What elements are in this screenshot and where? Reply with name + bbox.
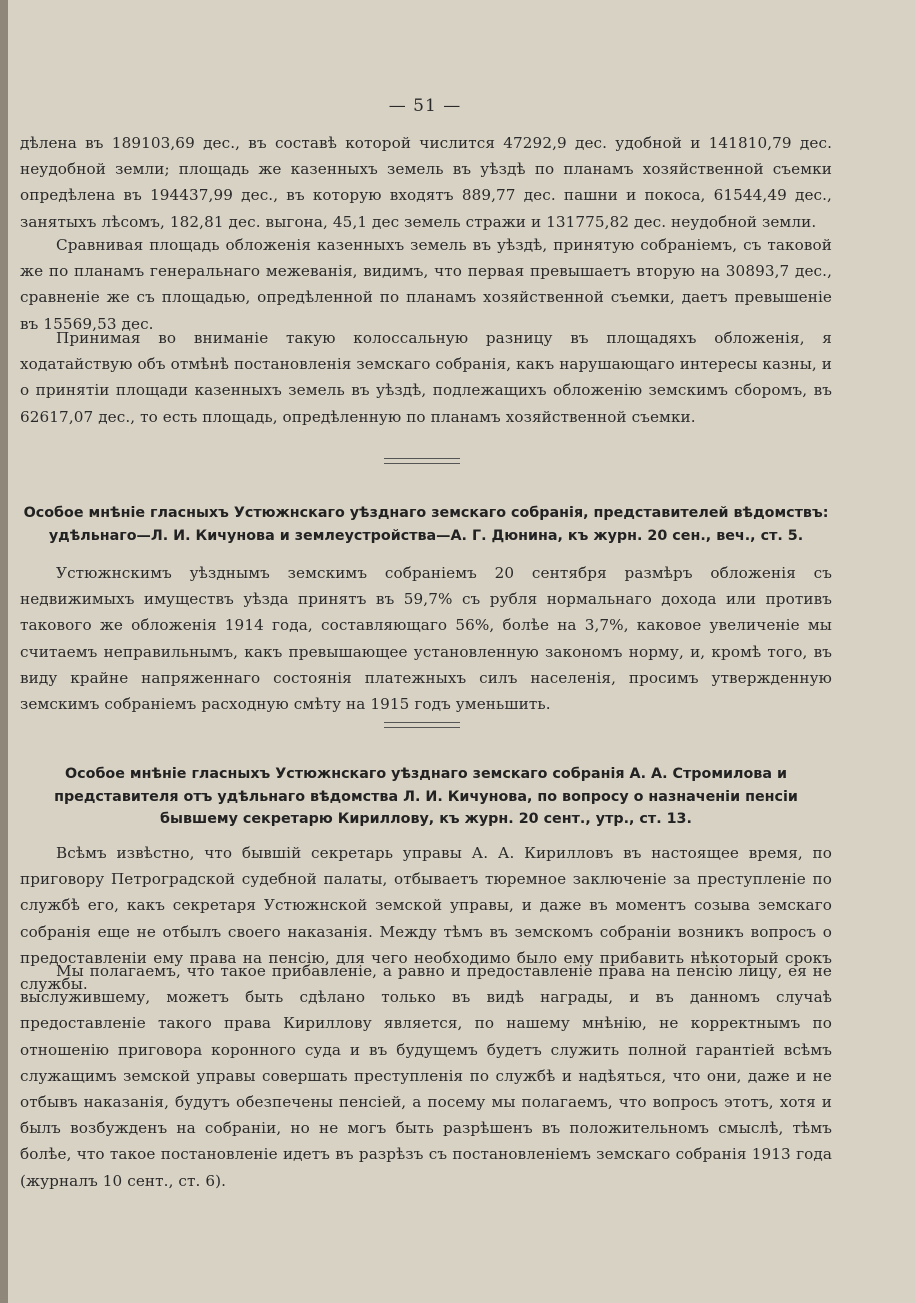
page-spine-shadow xyxy=(0,0,8,1303)
section1-paragraph-3-text: Принимая во вниманіе такую колоссальную разницу въ площадяхъ обложенія, я ходатайствую объ отмѣнѣ постановленія земскаго собранія, какъ нарушающаго интересы казны, и о принятіи площади казенныхъ земель въ уѣздѣ, подлежащихъ обложенію земскимъ сборомъ, въ 62617,07 дес., то есть площадь, опредѣленную по планамъ хозяйственной съемки. xyxy=(20,329,833,426)
section1-paragraph-2-text: Сравнивая площадь обложенія казенныхъ земель въ уѣздѣ, принятую собраніемъ, съ таковой же по планамъ генеральнаго межеванія, видимъ, что первая превышаетъ вторую на 30893,7 дес., сравненіе же съ площадью, опредѣленной по планамъ хозяйственной съемки, даетъ превышеніе въ 15569,53 дес. xyxy=(20,236,832,333)
section-divider xyxy=(384,458,460,464)
section2-heading: Особое мнѣніе гласныхъ Устюжнскаго уѣзднаго земскаго собранія, представителей вѣдомствъ: удѣльнаго—Л. И. Кичунова и землеустройства—А. Г. Дюнина, къ журн. 20 сен., веч., ст. 5. xyxy=(23,505,829,544)
section3-paragraph-1-text: Всѣмъ извѣстно, что бывшій секретарь управы А. А. Кирилловъ въ настоящее время, по приговору Петроградской судебной палаты, отбываетъ тюремное заключеніе за преступленіе по службѣ его, какъ секретаря Устюжнской земской управы, и даже въ моментъ созыва земскаго собранія еще не отбылъ своего наказанія. Между тѣмъ въ земскомъ собраніи возникъ вопросъ о предоставленіи ему права на пенсію, для чего необходимо было ему прибавить нѣкоторый срокъ службы. xyxy=(20,844,832,994)
section3-paragraph-2 xyxy=(20,958,832,1194)
section3-heading: Особое мнѣніе гласныхъ Устюжнскаго уѣзднаго земскаго собранія А. А. Стромилова и представителя отъ удѣльнаго вѣдомства Л. И. Кичунова, по вопросу о назначеніи пенсіи бывшему секретарю Кириллову, къ журн. 20 сент., утр., ст. 13. xyxy=(54,766,798,827)
section3-paragraph-2-text: Мы полагаемъ, что такое прибавленіе, а равно и предоставленіе права на пенсію лицу, ея не выслужившему, можетъ быть сдѣлано только въ видѣ награды, и въ данномъ случаѣ предоставленіе такого права Кириллову является, по нашему мнѣнію, не корректнымъ по отношенію приговора коронного суда и въ будущемъ будетъ служить полной гарантіей всѣмъ служащимъ земской управы совершать преступленія по службѣ и надѣяться, что они, даже и не отбывъ наказанія, будутъ обезпечены пенсіей, а посему мы полагаемъ, что вопросъ этотъ, хотя и былъ возбужденъ на собраніи, но не могъ быть разрѣшенъ въ положительномъ смыслѣ, тѣмъ болѣе, что такое постановленіе идетъ въ разрѣзъ съ постановленіемъ земскаго собранія 1913 года (журналъ 10 сент., ст. 6). xyxy=(20,962,832,1190)
page-number: — 51 — xyxy=(388,96,462,116)
section1-paragraph-1: дѣлена въ 189103,69 дес., въ составѣ которой числится 47292,9 дес. удобной и 141810,79 дес. неудобной земли; площадь же казенныхъ земель въ уѣздѣ по планамъ хозяйственной съемки опредѣлена въ 194437,99 дес., въ которую входятъ 889,77 дес. пашни и покоса, 61544,49 дес., занятыхъ лѣсомъ, 182,81 дес. выгона, 45,1 дес земель стражи и 131775,82 дес. неудобной земли. xyxy=(20,134,832,231)
section1-paragraph-2 xyxy=(20,232,832,337)
section2-paragraph-1 xyxy=(20,560,832,717)
section-divider xyxy=(384,722,460,728)
section2-paragraph-1-text: Устюжнскимъ уѣзднымъ земскимъ собраніемъ 20 сентября размѣръ обложенія съ недвижимыхъ имуществъ уѣзда принятъ въ 59,7% съ рубля нормальнаго дохода или противъ такового же обложенія 1914 года, составляющаго 56%, болѣе на 3,7%, каковое увеличеніе мы считаемъ неправильнымъ, какъ превышающее установленную закономъ норму, и, кромѣ того, въ виду крайне напряженнаго состоянія платежныхъ силъ населенія, просимъ утвержденную земскимъ собраніемъ расходную смѣту на 1915 годъ уменьшить. xyxy=(20,564,832,714)
section1-paragraph-3 xyxy=(20,325,832,430)
